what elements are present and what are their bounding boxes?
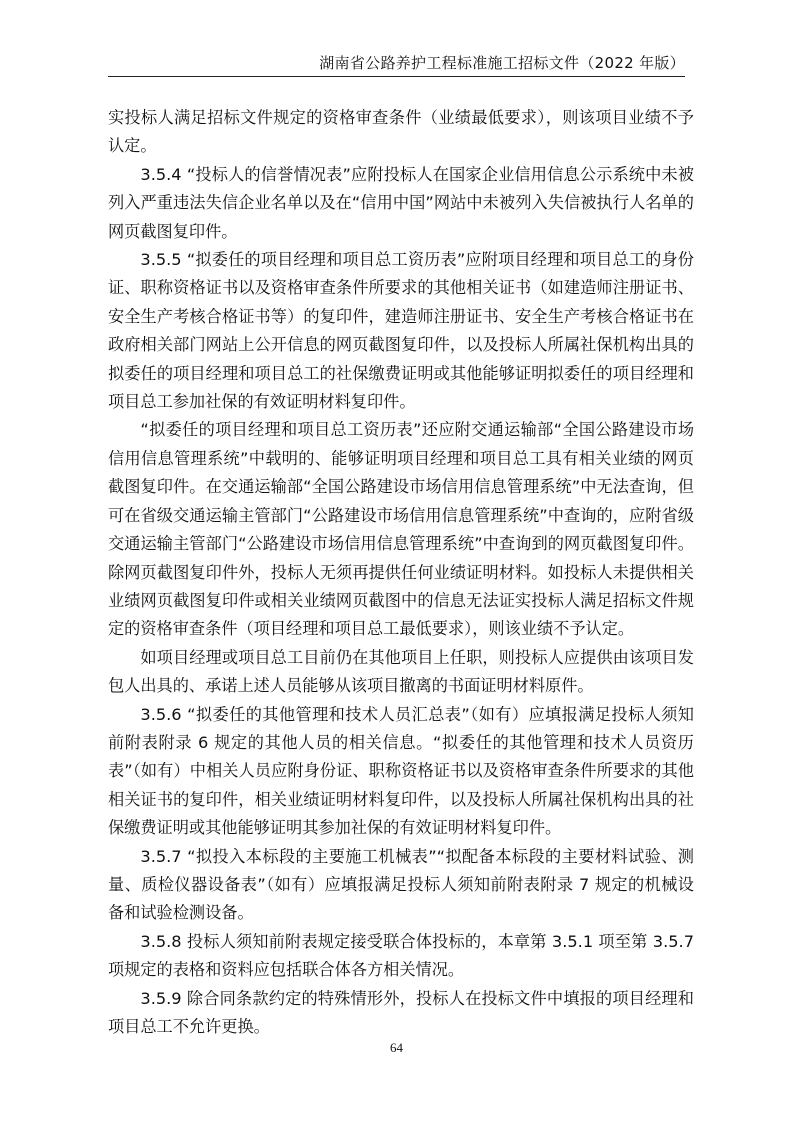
document-title: 湖南省公路养护工程标准施工招标文件（2022 年版） [319,54,685,72]
paragraph-3-5-9: 3.5.9 除合同条款约定的特殊情形外，投标人在投标文件中填报的项目经理和项目总工不允许更换。 [108,988,694,1036]
page-body [108,104,694,1041]
paragraph-3-5-7: 3.5.7 “拟投入本标段的主要施工机械表”“拟配备本标段的主要材料试验、测量、质检仪器设备表”（如有）应填报满足投标人须知前附表附录 7 规定的机械设备和试验检测设备。 [108,846,694,923]
paragraph-3-5-6: 3.5.6 “拟委任的其他管理和技术人员汇总表”（如有）应填报满足投标人须知前附表附录 6 规定的其他人员的相关信息。“拟委任的其他管理和技术人员资历表”（如有）中相关人员应附身份证、职称资格证书以及资格审查条件所要求的其他相关证书的复印件，相关业绩证明材料复印件，以及投标人所属社保机构出具的社保缴费证明或其他能够证明其参加社保的有效证明材料复印件。 [108,704,694,838]
paragraph-resume-attachments: “拟委任的项目经理和项目总工资历表”还应附交通运输部“全国公路建设市场信用信息管理系统”中载明的、能够证明项目经理和项目总工具有相关业绩的网页截图复印件。在交通运输部“全国公路建设市场信用信息管理系统”中无法查询，但可在省级交通运输主管部门“公路建设市场信用信息管理系统”中查询的，应附省级交通运输主管部门“公路建设市场信用信息管理系统”中查询到的网页截图复印件。除网页截图复印件外，投标人无须再提供任何业绩证明材料。如投标人未提供相关业绩网页截图复印件或相关业绩网页截图中的信息无法证实投标人满足招标文件规定的资格审查条件（项目经理和项目总工最低要求），则该业绩不予认定。 [108,420,694,639]
page-header [108,50,685,77]
paragraph-3-5-8: 3.5.8 投标人须知前附表规定接受联合体投标的，本章第 3.5.1 项至第 3.5.7 项规定的表格和资料应包括联合体各方相关情况。 [108,931,694,980]
paragraph-3-5-5: 3.5.5 “拟委任的项目经理和项目总工资历表”应附项目经理和项目总工的身份证、职称资格证书以及资格审查条件所要求的其他相关证书（如建造师注册证书、安全生产考核合格证书等）的复印件，建造师注册证书、安全生产考核合格证书在政府相关部门网站上公开信息的网页截图复印件，以及投标人所属社保机构出具的拟委任的项目经理和项目总工的社保缴费证明或其他能够证明拟委任的项目经理和项目总工参加社保的有效证明材料复印件。 [108,250,694,412]
page-number: 64 [390,1040,403,1055]
paragraph-current-assignment: 如项目经理或项目总工目前仍在其他项目上任职，则投标人应提供由该项目发包人出具的、承诺上述人员能够从该项目撤离的书面证明材料原件。 [108,647,694,696]
paragraph-3-5-4: 3.5.4 “投标人的信誉情况表”应附投标人在国家企业信用信息公示系统中未被列入严重违法失信企业名单以及在“信用中国”网站中未被列入失信被执行人名单的网页截图复印件。 [108,164,694,241]
paragraph-continuation: 实投标人满足招标文件规定的资格审查条件（业绩最低要求），则该项目业绩不予认定。 [108,108,694,156]
